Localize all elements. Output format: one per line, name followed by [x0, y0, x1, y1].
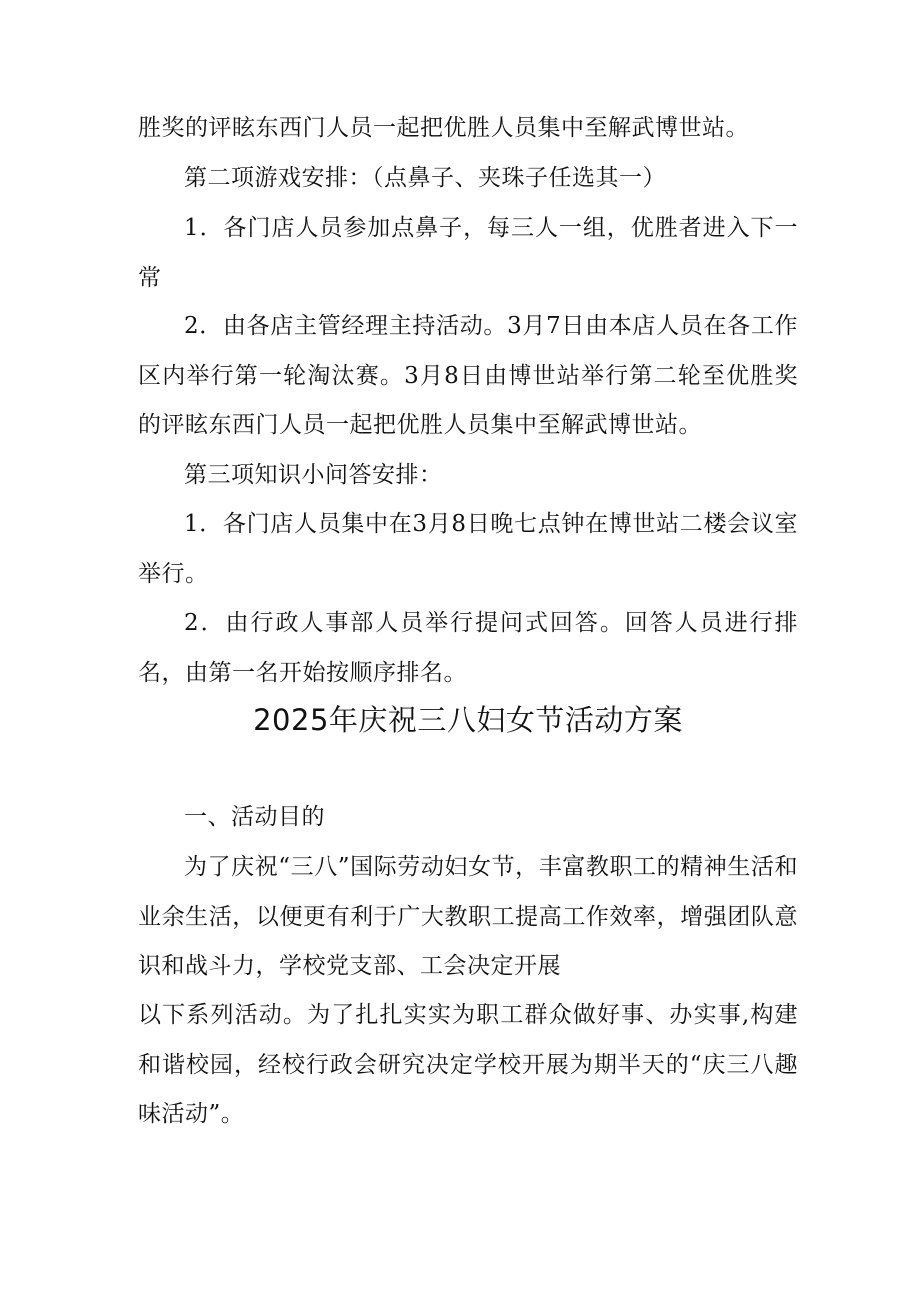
paragraph-purpose-2: 以下系列活动。为了扎扎实实为职工群众做好事、办实事,构建和谐校园，经校行政会研究决定学校开展为期半天的“庆三八趣味活动”。	[138, 1002, 798, 1127]
document-title: 2025年庆祝三八妇女节活动方案	[253, 703, 683, 737]
paragraph-game-two-heading: 第二项游戏安排：（点鼻子、夹珠子任选其一）	[184, 165, 666, 191]
paragraph-quiz-heading: 第三项知识小问答安排：	[184, 462, 443, 488]
paragraph-quiz-item-1: 1．各门店人员集中在3月8日晚七点钟在博世站二楼会议室举行。	[138, 511, 798, 587]
paragraph-game-two-item-1: 1．各门店人员参加点鼻子，每三人一组，优胜者进入下一常	[138, 215, 798, 291]
paragraph-continuation: 胜奖的评眩东西门人员一起把优胜人员集中至解武博世站。	[138, 115, 749, 141]
paragraph-game-two-item-2: 2．由各店主管经理主持活动。3月7日由本店人员在各工作区内举行第一轮淘汰赛。3月8日由博世站举行第二轮至优胜奖的评眩东西门人员一起把优胜人员集中至解武博世站。	[138, 313, 798, 438]
paragraph-quiz-item-2: 2．由行政人事部人员举行提问式回答。回答人员进行排名，由第一名开始按顺序排名。	[138, 610, 798, 686]
section-heading-purpose: 一、活动目的	[184, 804, 325, 830]
paragraph-purpose-1: 为了庆祝“三八”国际劳动妇女节，丰富教职工的精神生活和业余生活，以便更有利于广大教职工提高工作效率，增强团队意识和战斗力，学校党支部、工会决定开展	[138, 854, 798, 979]
